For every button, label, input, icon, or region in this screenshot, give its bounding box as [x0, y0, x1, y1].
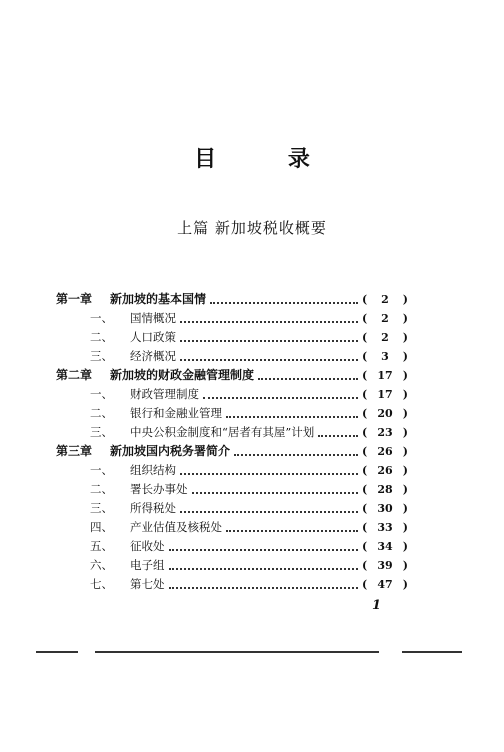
toc-page-ref: [362, 328, 408, 347]
paren-close: ): [402, 293, 408, 306]
toc-page-number: 30: [377, 502, 393, 515]
toc-entry-title: 经济概况: [130, 349, 176, 363]
bottom-rule-left: [36, 651, 78, 653]
toc-chapter-row[interactable]: [56, 442, 408, 461]
toc-entry-title: 组织结构: [130, 463, 176, 477]
toc-page-number: 28: [377, 483, 393, 496]
dot-leader: [258, 377, 358, 380]
toc-page-ref: [362, 423, 408, 442]
toc-page-number: 20: [377, 407, 393, 420]
paren-open: (: [362, 559, 368, 572]
toc-section-row[interactable]: [56, 537, 408, 556]
paren-close: ): [402, 464, 408, 477]
toc-section-row[interactable]: [56, 480, 408, 499]
dot-leader: [180, 339, 358, 342]
dot-leader: [226, 529, 358, 532]
paren-open: (: [362, 407, 368, 420]
dot-leader: [169, 586, 359, 589]
page-title: 目 录: [194, 146, 342, 172]
dot-leader: [180, 510, 358, 513]
paren-open: (: [362, 445, 368, 458]
toc-entry-title: 产业估值及核税处: [130, 520, 222, 534]
toc-section-row[interactable]: [56, 347, 408, 366]
paren-open: (: [362, 521, 368, 534]
paren-open: (: [362, 388, 368, 401]
toc-page-ref: [362, 480, 408, 499]
toc-page-number: 17: [377, 369, 393, 382]
dot-leader: [210, 301, 358, 304]
paren-close: ): [402, 559, 408, 572]
toc-entry-title: 电子组: [130, 558, 165, 572]
paren-open: (: [362, 369, 368, 382]
toc-page-number: 26: [377, 464, 393, 477]
toc-entry-title: 所得税处: [130, 501, 176, 515]
toc-section-row[interactable]: [56, 309, 408, 328]
paren-close: ): [402, 407, 408, 420]
dot-leader: [226, 415, 358, 418]
toc-entry-number: 第二章: [56, 368, 93, 382]
toc-page-ref: [362, 499, 408, 518]
dot-leader: [169, 567, 359, 570]
toc-page-number: 34: [377, 540, 393, 553]
paren-close: ): [402, 578, 408, 591]
paren-close: ): [402, 312, 408, 325]
toc-section-row[interactable]: [56, 461, 408, 480]
paren-close: ): [402, 369, 408, 382]
dot-leader: [180, 472, 358, 475]
toc-page-number: 26: [377, 445, 393, 458]
toc-entry-title: 新加坡的财政金融管理制度: [110, 368, 255, 382]
toc-page-number: 2: [381, 312, 389, 325]
toc-page-number: 2: [381, 293, 389, 306]
toc-entry-title: 国情概况: [130, 311, 176, 325]
toc-entry-number: 二、: [90, 406, 113, 420]
toc-entry-title: 征收处: [130, 539, 165, 553]
dot-leader: [318, 434, 358, 437]
dot-leader: [203, 396, 358, 399]
toc-entry-title: 署长办事处: [130, 482, 188, 496]
toc-page-ref: [362, 461, 408, 480]
toc-page-ref: [362, 556, 408, 575]
toc-entry-number: 一、: [90, 311, 113, 325]
toc-entry-number: 三、: [90, 501, 113, 515]
toc-page-ref: [362, 347, 408, 366]
toc-page-number: 47: [377, 578, 393, 591]
toc-page-ref: [362, 537, 408, 556]
toc-section-row[interactable]: [56, 385, 408, 404]
toc-page-number: 23: [377, 426, 393, 439]
page-number: 1: [372, 598, 382, 613]
toc-entry-title: 财政管理制度: [130, 387, 199, 401]
toc-chapter-row[interactable]: [56, 290, 408, 309]
toc-entry-number: 六、: [90, 558, 113, 572]
paren-open: (: [362, 312, 368, 325]
toc-page-ref: [362, 290, 408, 309]
toc-page-number: 39: [377, 559, 393, 572]
toc-entry-title: 人口政策: [130, 330, 176, 344]
paren-close: ): [402, 350, 408, 363]
dot-leader: [192, 491, 359, 494]
paren-close: ): [402, 483, 408, 496]
toc-entry-title: 银行和金融业管理: [130, 406, 222, 420]
bottom-rule-right: [402, 651, 462, 653]
toc-section-row[interactable]: [56, 575, 408, 594]
toc-page-ref: [362, 575, 408, 594]
paren-open: (: [362, 540, 368, 553]
toc-page-number: 33: [377, 521, 393, 534]
paren-open: (: [362, 502, 368, 515]
toc-entry-number: 二、: [90, 330, 113, 344]
toc-page-ref: [362, 366, 408, 385]
toc-section-row[interactable]: [56, 499, 408, 518]
toc-page-ref: [362, 385, 408, 404]
toc-page-number: 17: [377, 388, 393, 401]
paren-open: (: [362, 426, 368, 439]
bottom-rule-center: [95, 651, 379, 653]
toc-page-ref: [362, 404, 408, 423]
toc-chapter-row[interactable]: [56, 366, 408, 385]
toc-page-ref: [362, 518, 408, 537]
toc-entry-number: 第三章: [56, 444, 93, 458]
paren-close: ): [402, 521, 408, 534]
paren-open: (: [362, 331, 368, 344]
toc-section-row[interactable]: [56, 423, 408, 442]
paren-open: (: [362, 578, 368, 591]
toc-entry-title: 新加坡的基本国情: [110, 292, 207, 306]
toc-entry-number: 二、: [90, 482, 113, 496]
toc-entry-number: 五、: [90, 539, 113, 553]
toc-entry-number: 第一章: [56, 292, 93, 306]
paren-close: ): [402, 388, 408, 401]
toc-page-number: 2: [381, 331, 389, 344]
paren-close: ): [402, 540, 408, 553]
table-of-contents: [56, 290, 408, 594]
toc-section-row[interactable]: [56, 556, 408, 575]
toc-entry-number: 四、: [90, 520, 113, 534]
toc-entry-title: 新加坡国内税务署简介: [110, 444, 231, 458]
dot-leader: [180, 358, 358, 361]
dot-leader: [180, 320, 358, 323]
toc-entry-title: 中央公积金制度和“居者有其屋”计划: [130, 425, 315, 439]
toc-entry-number: 一、: [90, 387, 113, 401]
toc-entry-number: 七、: [90, 577, 113, 591]
paren-open: (: [362, 464, 368, 477]
toc-page-ref: [362, 309, 408, 328]
paren-close: ): [402, 445, 408, 458]
paren-close: ): [402, 426, 408, 439]
toc-section-row[interactable]: [56, 518, 408, 537]
part-title: 上篇 新加坡税收概要: [177, 219, 327, 237]
toc-entry-title: 第七处: [130, 577, 165, 591]
toc-page-number: 3: [381, 350, 389, 363]
toc-entry-number: 一、: [90, 463, 113, 477]
toc-section-row[interactable]: [56, 328, 408, 347]
paren-open: (: [362, 483, 368, 496]
dot-leader: [234, 453, 358, 456]
paren-close: ): [402, 502, 408, 515]
paren-close: ): [402, 331, 408, 344]
toc-entry-number: 三、: [90, 349, 113, 363]
toc-page-ref: [362, 442, 408, 461]
dot-leader: [169, 548, 359, 551]
toc-entry-number: 三、: [90, 425, 113, 439]
paren-open: (: [362, 293, 368, 306]
paren-open: (: [362, 350, 368, 363]
toc-section-row[interactable]: [56, 404, 408, 423]
